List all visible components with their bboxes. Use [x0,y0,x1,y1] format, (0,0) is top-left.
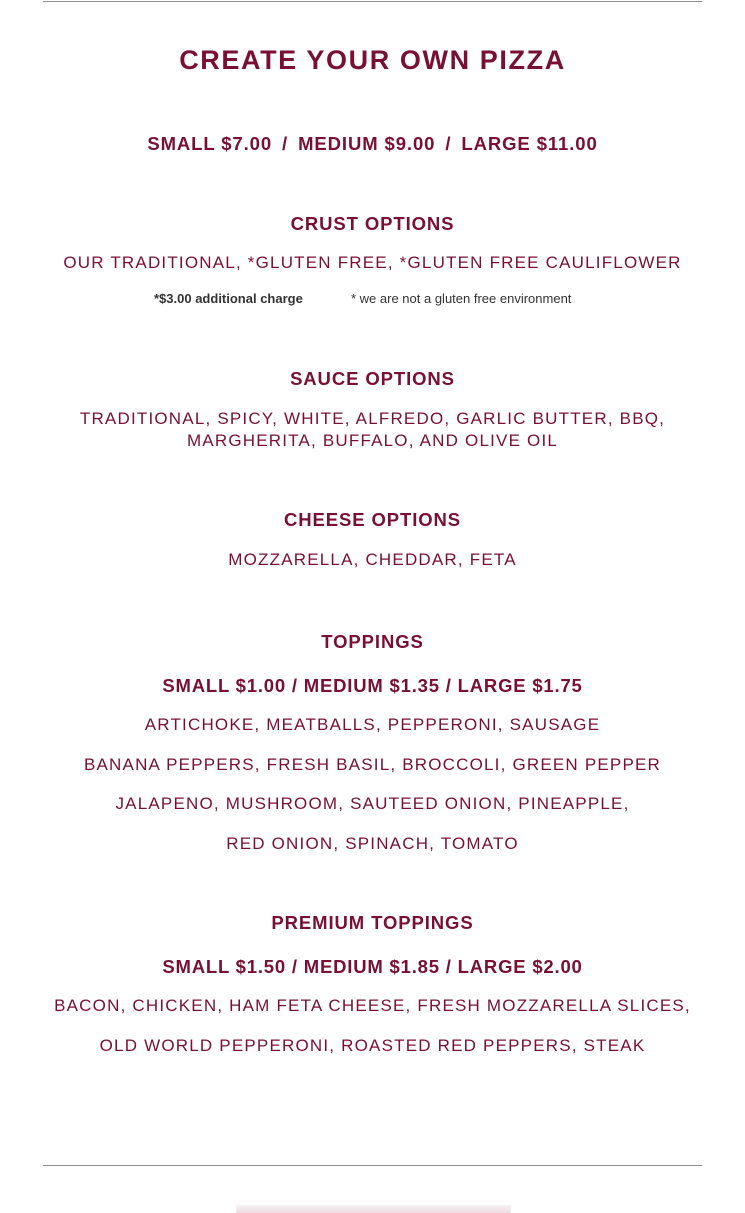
premium-toppings-heading: PREMIUM TOPPINGS [271,912,474,933]
price-large: LARGE $11.00 [461,133,598,154]
toppings-line: BANANA PEPPERS, FRESH BASIL, BROCCOLI, GREEN PEPPER [83,755,662,774]
toppings-prices: SMALL $1.00 / MEDIUM $1.35 / LARGE $1.75 [162,675,583,696]
crust-options: OUR TRADITIONAL, *GLUTEN FREE, *GLUTEN FREE CAULIFLOWER [63,253,682,272]
price-separator: / [282,133,289,154]
top-divider [43,1,702,2]
premium-toppings-prices: SMALL $1.50 / MEDIUM $1.85 / LARGE $2.00 [162,956,583,977]
sauce-heading: SAUCE OPTIONS [290,368,455,389]
toppings-line: RED ONION, SPINACH, TOMATO [226,834,519,853]
bottom-divider [43,1165,702,1166]
cheese-options: MOZZARELLA, CHEDDAR, FETA [228,550,517,569]
toppings-heading: TOPPINGS [321,631,424,652]
gluten-free-environment-note: * we are not a gluten free environment [351,291,572,306]
crust-heading: CRUST OPTIONS [290,213,455,234]
premium-toppings-line: OLD WORLD PEPPERONI, ROASTED RED PEPPERS, STEAK [99,1036,646,1055]
toppings-line: ARTICHOKE, MEATBALLS, PEPPERONI, SAUSAGE [144,715,601,734]
gluten-free-charge-note: *$3.00 additional charge [154,291,303,306]
sauce-options-line-1: TRADITIONAL, SPICY, WHITE, ALFREDO, GARLIC BUTTER, BBQ, [79,409,666,428]
page-title: CREATE YOUR OWN PIZZA [179,45,566,75]
cheese-heading: CHEESE OPTIONS [283,509,462,530]
premium-toppings-line: BACON, CHICKEN, HAM FETA CHEESE, FRESH MOZZARELLA SLICES, [54,996,691,1015]
price-separator: / [445,133,452,154]
next-section-cutoff [236,1205,511,1213]
sauce-options-line-2: MARGHERITA, BUFFALO, AND OLIVE OIL [186,431,559,450]
pizza-size-prices [0,132,745,156]
price-small: SMALL $7.00 [147,133,273,154]
price-medium: MEDIUM $9.00 [298,133,436,154]
crust-notes [0,290,745,308]
toppings-line: JALAPENO, MUSHROOM, SAUTEED ONION, PINEAPPLE, [115,794,630,813]
